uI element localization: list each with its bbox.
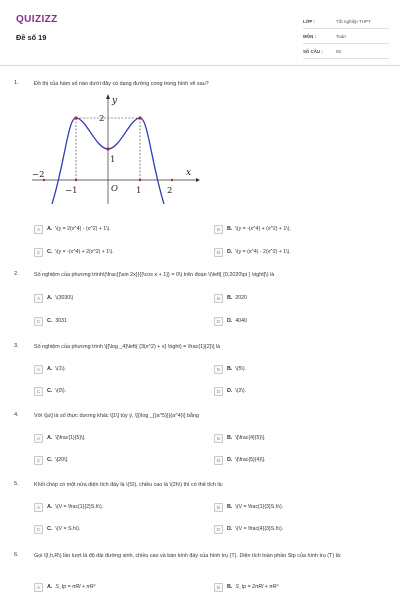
option-text: \(y = (x^4) - 2(x^2) + 1\).: [235, 249, 291, 255]
option-radio[interactable]: A: [34, 583, 43, 592]
q2-option-a[interactable]: [34, 293, 73, 303]
point-max-left: [74, 116, 77, 119]
tick-label-x-neg2: −2: [32, 170, 45, 180]
q3-option-c[interactable]: [34, 386, 66, 396]
option-text: \(2\).: [235, 388, 247, 394]
option-text: \[20\].: [55, 457, 69, 463]
meta-table: [303, 14, 389, 59]
x-axis-arrow: [196, 178, 200, 182]
option-text: \(V = \frac{4}{3}S.h\).: [235, 526, 284, 532]
option-letter: C.: [47, 318, 53, 324]
meta-row-class: [303, 14, 389, 29]
option-letter: B.: [227, 584, 233, 590]
option-text: S_tp = πRl + πR²: [55, 584, 96, 590]
option-letter: B.: [227, 226, 233, 232]
q1-option-a[interactable]: [34, 224, 111, 234]
option-text: \(1\).: [55, 366, 67, 372]
q5-option-b[interactable]: [214, 502, 283, 512]
option-radio[interactable]: B: [214, 225, 223, 234]
meta-value: Tốt nghiệp THPT: [336, 18, 371, 24]
option-text: \(V = \frac{1}{3}S.h\).: [235, 504, 284, 510]
q4-option-c[interactable]: [34, 455, 68, 465]
question-text: Với \[a\] là số thực dương khác \[1\] tùy ý, \[{\log _{(a^5)}}(a^4)\] bằng: [34, 413, 199, 419]
q4-option-d[interactable]: [214, 455, 265, 465]
meta-label: MÔN :: [303, 33, 316, 39]
tick-label-x-2: 2: [167, 186, 173, 196]
q2-option-b[interactable]: [214, 293, 247, 303]
q4-option-b[interactable]: [214, 433, 265, 443]
option-letter: A.: [47, 435, 53, 441]
option-radio[interactable]: C: [34, 387, 43, 396]
q1-option-d[interactable]: [214, 247, 291, 257]
point-max-right: [138, 116, 141, 119]
meta-value: Toán: [336, 33, 346, 39]
question-text: Số nghiệm của phương trình\(\frac{{\sin 2x}}{{\cos x + 1}} = 0\) trên đoạn \(\left[ {0;2020\pi } \right]\) là: [34, 272, 275, 278]
option-letter: C.: [47, 526, 53, 532]
question-text: Số nghiệm của phương trình \[{\log _4}\left( {3(x^2) + x} \right) = \frac{1}{2}\] là: [34, 344, 221, 350]
q6-option-b[interactable]: [214, 582, 278, 592]
option-text: 3031: [55, 318, 67, 324]
option-radio[interactable]: B: [214, 434, 223, 443]
q3-option-a[interactable]: [34, 364, 66, 374]
option-text: \(y = -(x^4) + (x^2) + 1\).: [235, 226, 291, 232]
option-radio[interactable]: C: [34, 525, 43, 534]
option-letter: B.: [227, 295, 233, 301]
q3-option-b[interactable]: [214, 364, 246, 374]
option-radio[interactable]: A: [34, 434, 43, 443]
option-letter: B.: [227, 435, 233, 441]
option-text: \[\frac{4}{5}\].: [235, 435, 266, 441]
exam-title: Đề số 19: [16, 33, 47, 42]
option-letter: C.: [47, 388, 53, 394]
question-number: 5.: [14, 481, 19, 487]
option-radio[interactable]: A: [34, 365, 43, 374]
point-x-1: [139, 179, 141, 181]
option-radio[interactable]: B: [214, 583, 223, 592]
q2-option-d[interactable]: [214, 316, 247, 326]
option-radio[interactable]: B: [214, 503, 223, 512]
function-graph: [30, 92, 200, 207]
tick-label-y-2: 2: [99, 114, 105, 124]
q1-option-c[interactable]: [34, 247, 114, 257]
option-text: S_tp = 2πRl + πR²: [235, 584, 279, 590]
option-letter: D.: [227, 249, 233, 255]
tick-label-x-neg1: −1: [65, 186, 78, 196]
q5-option-a[interactable]: [34, 502, 103, 512]
option-radio[interactable]: D: [214, 387, 223, 396]
option-text: \(5\).: [235, 366, 247, 372]
question-number: 1.: [14, 80, 19, 86]
option-radio[interactable]: B: [214, 365, 223, 374]
option-radio[interactable]: A: [34, 294, 43, 303]
question-text: Khối chóp có một nửa diện tích đáy là \(S\), chiều cao là \(2h\) thì có thể tích là:: [34, 482, 224, 488]
option-letter: B.: [227, 366, 233, 372]
option-text: \[\frac{1}{5}\].: [55, 435, 86, 441]
q4-option-a[interactable]: [34, 433, 85, 443]
option-letter: A.: [47, 504, 53, 510]
option-letter: A.: [47, 366, 53, 372]
option-letter: C.: [47, 249, 53, 255]
option-radio[interactable]: D: [214, 317, 223, 326]
option-radio[interactable]: D: [214, 248, 223, 257]
option-letter: D.: [227, 318, 233, 324]
option-radio[interactable]: A: [34, 503, 43, 512]
option-text: \(V = S.h\).: [55, 526, 81, 532]
quizizz-logo: QUIZIZZ: [16, 14, 58, 25]
option-text: 2020: [235, 295, 247, 301]
option-radio[interactable]: A: [34, 225, 43, 234]
option-letter: A.: [47, 584, 53, 590]
origin-label: O: [111, 184, 118, 194]
meta-value: 50: [336, 48, 342, 54]
worksheet-header: [0, 0, 400, 66]
q6-option-a[interactable]: [34, 582, 95, 592]
option-letter: A.: [47, 295, 53, 301]
option-letter: B.: [227, 504, 233, 510]
meta-label: SỐ CÂU :: [303, 48, 323, 54]
option-text: \(y = -(x^4) + 2(x^2) + 1\).: [55, 249, 114, 255]
option-radio[interactable]: D: [214, 456, 223, 465]
question-number: 2.: [14, 271, 19, 277]
meta-row-count: [303, 44, 389, 59]
option-radio[interactable]: B: [214, 294, 223, 303]
option-letter: D.: [227, 457, 233, 463]
question-text: Gọi \(l,h,R\) lần lượt là độ dài đường sinh, chiều cao và bán kính đáy của hình trụ (T). Diện tích toàn phần Stp của hình trụ (T) là:: [34, 553, 342, 559]
option-radio[interactable]: C: [34, 248, 43, 257]
question-number: 4.: [14, 412, 19, 418]
option-letter: A.: [47, 226, 53, 232]
q3-option-d[interactable]: [214, 386, 246, 396]
q2-option-c[interactable]: [34, 316, 67, 326]
option-text: \[\frac{5}{4}\].: [235, 457, 266, 463]
question-text: Đồ thị của hàm số nào dưới đây có dạng đường cong trong hình vẽ sau?: [34, 81, 209, 87]
tick-label-x-1: 1: [136, 186, 142, 196]
option-text: 4040: [235, 318, 247, 324]
option-letter: D.: [227, 526, 233, 532]
option-text: \(3030\): [55, 295, 74, 301]
q5-option-c[interactable]: [34, 524, 80, 534]
point-x-neg1: [75, 179, 77, 181]
y-axis-label: y: [112, 96, 118, 106]
option-radio[interactable]: C: [34, 456, 43, 465]
option-text: \(V = \frac{1}{2}S.h\).: [55, 504, 104, 510]
x-axis-label: x: [186, 168, 192, 178]
option-letter: C.: [47, 457, 53, 463]
option-text: \(0\).: [55, 388, 67, 394]
option-text: \(y = 2(x^4) - (x^2) + 1\).: [55, 226, 111, 232]
option-letter: D.: [227, 388, 233, 394]
option-radio[interactable]: D: [214, 525, 223, 534]
q5-option-d[interactable]: [214, 524, 283, 534]
option-radio[interactable]: C: [34, 317, 43, 326]
q1-option-b[interactable]: [214, 224, 291, 234]
point-x-2: [171, 179, 173, 181]
point-min: [106, 147, 109, 150]
question-number: 6.: [14, 552, 19, 558]
meta-row-subject: [303, 29, 389, 44]
meta-label: LỚP :: [303, 18, 315, 24]
y-axis-arrow: [106, 94, 110, 99]
tick-label-y-1: 1: [110, 155, 116, 165]
question-number: 3.: [14, 343, 19, 349]
